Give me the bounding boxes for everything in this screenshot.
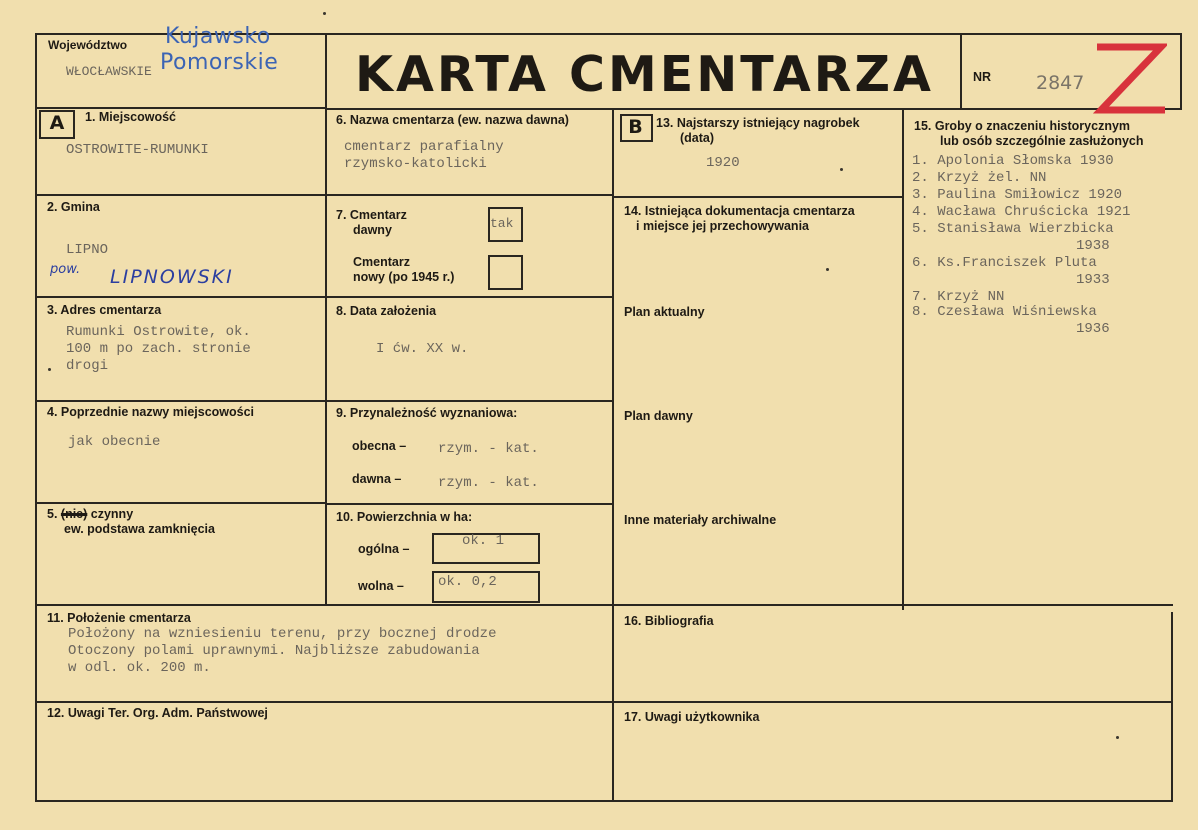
grave-item-8: 8. Czesława Wiśniewska [912, 304, 1097, 320]
field-1-label: 1. Miejscowość [85, 110, 177, 124]
grave-item-5-year: 1938 [1076, 238, 1110, 254]
field-5-label: 5. (nie) czynny [47, 507, 134, 521]
field-3-label: 3. Adres cmentarza [47, 303, 162, 317]
field-4-label: 4. Poprzednie nazwy miejscowości [47, 405, 255, 419]
field-12-label: 12. Uwagi Ter. Org. Adm. Państwowej [47, 706, 268, 720]
field-6-label: 6. Nazwa cmentarza (ew. nazwa dawna) [336, 113, 569, 127]
field-2-value: LIPNO [66, 242, 109, 258]
field-3-line2: 100 m po zach. stronie [66, 341, 251, 357]
frame-left [35, 33, 37, 802]
field-16-label: 16. Bibliografia [624, 614, 714, 628]
field-17-dot [1116, 736, 1119, 739]
card-title: KARTA CMENTARZA [355, 46, 934, 103]
frame-bottom [35, 800, 1173, 802]
section-a-letter: A [49, 112, 65, 134]
field-10-wolna-value: ok. 0,2 [438, 574, 497, 590]
red-z-mark [1093, 42, 1167, 116]
field-5-strike: (nie) [60, 507, 88, 521]
plan-aktualny-label: Plan aktualny [624, 305, 705, 319]
nr-handwritten-value: 2847 [1036, 72, 1085, 94]
field-10-ogolna-label: ogólna – [358, 542, 410, 556]
field-7-label1b: dawny [353, 223, 392, 237]
field-9-obecna-label: obecna – [352, 439, 407, 453]
row-line-2 [35, 296, 613, 298]
wojewodztwo-typed-value: WŁOCŁAWSKIE [66, 64, 152, 79]
field-5-label2: ew. podstawa zamknięcia [64, 522, 215, 536]
header-divider-2 [960, 33, 962, 110]
field-3-line3: drogi [66, 358, 109, 374]
field-11-label: 11. Położenie cmentarza [47, 611, 191, 625]
field-7-label1: 7. Cmentarz [336, 208, 407, 222]
header-bottom-right [325, 108, 1182, 110]
grave-item-7: 7. Krzyż NN [912, 289, 1005, 305]
field-13-dot [840, 168, 843, 171]
field-1-value: OSTROWITE-RUMUNKI [66, 142, 209, 158]
row-line-5 [35, 604, 1173, 606]
field-13-label1: 13. Najstarszy istniejący nagrobek [656, 116, 860, 130]
frame-right [1180, 33, 1182, 110]
mid-row-4 [325, 503, 613, 505]
field-9-label: 9. Przynależność wyznaniowa: [336, 406, 518, 420]
field-9-dawna-label: dawna – [352, 472, 402, 486]
checkbox-nowy[interactable] [488, 255, 523, 290]
field-15-label1: 15. Groby o znaczeniu historycznym [914, 119, 1131, 133]
header-divider-1 [325, 33, 327, 110]
field-2-hand-value: LIPNOWSKI [110, 266, 234, 288]
field-13-value: 1920 [706, 155, 740, 171]
field-11-line3: w odl. ok. 200 m. [68, 660, 211, 676]
section-b-letter: B [628, 116, 643, 138]
row-line-3 [35, 400, 327, 402]
col-divider-c [902, 108, 904, 610]
field-2-hand-prefix: pow. [50, 262, 81, 277]
mid-row-3 [325, 400, 613, 402]
grave-item-1: 1. Apolonia Słomska 1930 [912, 153, 1114, 169]
checkbox-dawny-value: tak [490, 216, 514, 231]
col-divider-a [325, 108, 327, 606]
right-row-1 [612, 196, 904, 198]
field-10-label: 10. Powierzchnia w ha: [336, 510, 473, 524]
field-2-label: 2. Gmina [47, 200, 100, 214]
field-4-value: jak obecnie [68, 434, 161, 450]
grave-item-4: 4. Wacława Chruścicka 1921 [912, 204, 1131, 220]
header-bottom-left [35, 107, 327, 109]
field-7-label2b: nowy (po 1945 r.) [353, 270, 455, 284]
mid-row-1 [325, 194, 613, 196]
field-10-ogolna-value: ok. 1 [462, 533, 505, 549]
grave-item-2: 2. Krzyż żel. NN [912, 170, 1047, 186]
ink-speck [323, 12, 326, 15]
field-10-wolna-label: wolna – [358, 579, 404, 593]
field-8-value: I ćw. XX w. [376, 341, 469, 357]
col-divider-b [612, 108, 614, 802]
field-14-label2: i miejsce jej przechowywania [636, 219, 809, 233]
wojewodztwo-stamp-line1: Kujawsko [165, 24, 271, 49]
field-11-line2: Otoczony polami uprawnymi. Najbliższe zabudowania [68, 643, 480, 659]
grave-item-6: 6. Ks.Franciszek Pluta [912, 255, 1097, 271]
field-5-label-rest: czynny [87, 507, 134, 521]
grave-item-8-year: 1936 [1076, 321, 1110, 337]
field-11-line1: Położony na wzniesieniu terenu, przy bocznej drodze [68, 626, 497, 642]
field-8-label: 8. Data założenia [336, 304, 437, 318]
row-line-6 [35, 701, 1173, 703]
field-6-line1: cmentarz parafialny [344, 139, 504, 155]
plan-dawny-label: Plan dawny [624, 409, 693, 423]
field-15-label2: lub osób szczególnie zasłużonych [940, 134, 1144, 148]
field-9-dawna-value: rzym. - kat. [438, 475, 539, 491]
wojewodztwo-label: Województwo [48, 38, 128, 52]
frame-right-lower [1171, 612, 1173, 802]
wojewodztwo-stamp-line2: Pomorskie [160, 50, 279, 75]
field-9-obecna-value: rzym. - kat. [438, 441, 539, 457]
grave-item-3: 3. Paulina Smiłowicz 1920 [912, 187, 1123, 203]
field-14-label1: 14. Istniejąca dokumentacja cmentarza [624, 204, 855, 218]
field-6-line2: rzymsko-katolicki [344, 156, 487, 172]
field-14-dot [826, 268, 829, 271]
field-17-label: 17. Uwagi użytkownika [624, 710, 760, 724]
grave-item-5: 5. Stanisława Wierzbicka [912, 221, 1114, 237]
inne-materialy-label: Inne materiały archiwalne [624, 513, 777, 527]
row-line-4 [35, 502, 327, 504]
nr-label: NR [973, 70, 992, 84]
field-3-dot [48, 368, 51, 371]
field-13-label2: (data) [680, 131, 715, 145]
row-line-1 [35, 194, 327, 196]
grave-item-6-year: 1933 [1076, 272, 1110, 288]
field-3-line1: Rumunki Ostrowite, ok. [66, 324, 251, 340]
field-7-label2: Cmentarz [353, 255, 410, 269]
